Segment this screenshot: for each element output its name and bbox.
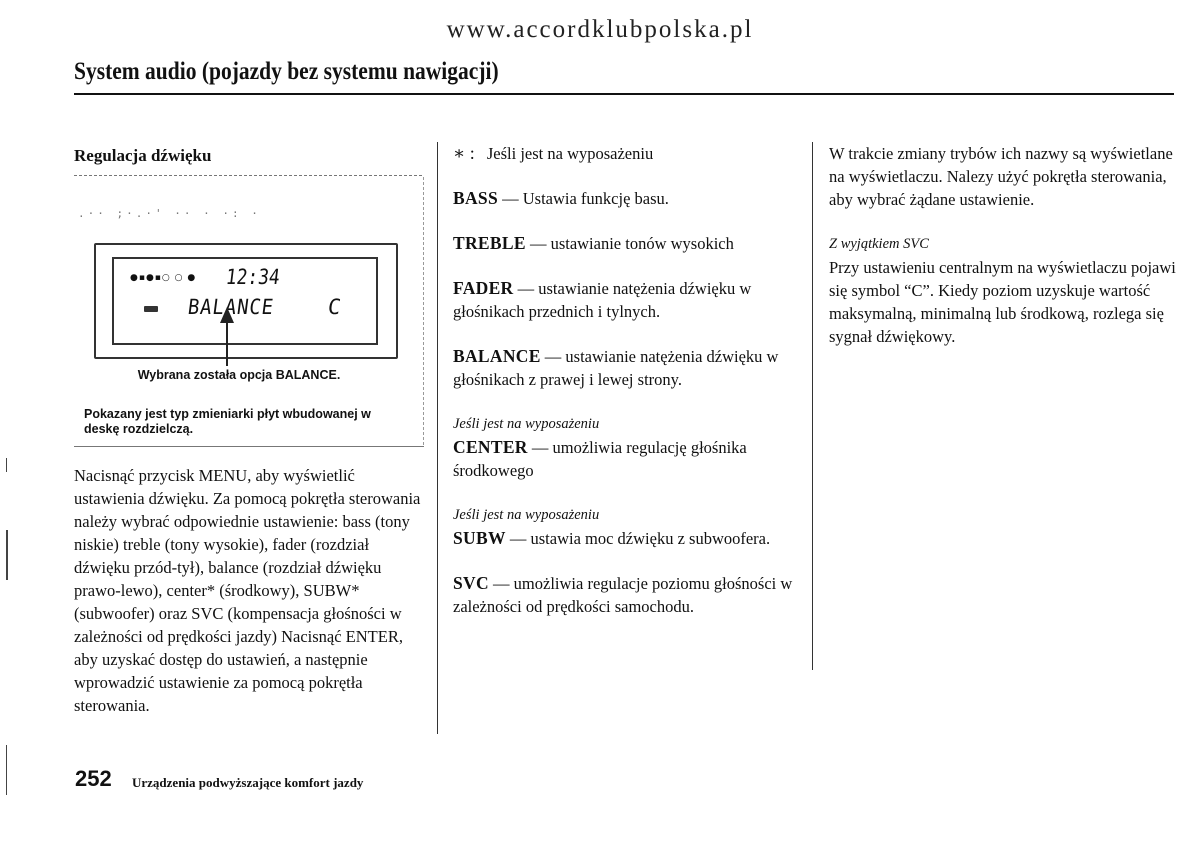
display-mode-text: BALANCE	[186, 295, 276, 319]
right-column	[829, 142, 1179, 348]
figure-note: Pokazany jest typ zmieniarki płyt wbudowanej w deskę rozdzielczą.	[84, 407, 371, 436]
mode-names-paragraph: W trakcie zmiany trybów ich nazwy są wyświetlane na wyświetlaczu. Nalezy użyć pokrętła sterowania, aby wybrać żądane ustawienie.	[829, 144, 1173, 209]
setting-term: BALANCE	[453, 346, 541, 366]
display-clock: 12:34	[224, 265, 282, 289]
setting-description: — ustawianie tonów wysokich	[529, 234, 734, 253]
setting-description: — ustawia moc dźwięku z subwoofera.	[509, 529, 771, 548]
setting-term: TREBLE	[453, 233, 526, 253]
asterisk-icon: ∗ :	[453, 143, 475, 163]
setting-description: — ustawianie natężenia dźwięku w głośnikach przednich i tylnych.	[453, 279, 752, 321]
list-item	[453, 232, 803, 255]
pointer-line	[226, 322, 228, 366]
margin-mark	[6, 745, 7, 795]
column-divider-right	[812, 142, 813, 670]
list-item	[453, 345, 803, 391]
audio-display-screen	[112, 257, 378, 345]
margin-mark	[6, 458, 7, 472]
list-item	[453, 187, 803, 210]
availability-note: Jeśli jest na wyposażeniu	[453, 416, 600, 432]
figure-caption: Wybrana została opcja BALANCE.	[137, 368, 341, 382]
setting-description: — Ustawia funkcję basu.	[502, 189, 669, 208]
title-divider	[74, 93, 1174, 95]
margin-mark	[6, 530, 8, 580]
setting-term: BASS	[453, 188, 498, 208]
instructions-paragraph: Nacisnąć przycisk MENU, aby wyświetlić ustawienia dźwięku. Za pomocą pokrętła sterowania należy wybrać odpowiednie ustawienie: bass (tony niskie) treble (tony wysokie), fader (rozdział dźwięku przód-tył), balance (rozdział dźwięku prawo-lewo), center* (środkowy), SUBW* (subwoofer) oraz SVC (kompensacja głośności w zależności od prędkości jazdy) Nacisnąć ENTER, aby uzyskać dostęp do ustawień, a następnie wprowadzić ustawienie za pomocą pokrętła sterowania.	[74, 466, 421, 715]
settings-list	[453, 142, 803, 640]
list-item	[453, 504, 803, 550]
page-number: 252	[75, 766, 112, 791]
setting-term: FADER	[453, 278, 514, 298]
section-heading: Regulacja dźwięku	[74, 146, 212, 165]
list-item	[453, 277, 803, 323]
audio-display	[94, 243, 398, 359]
column-divider-left	[437, 142, 438, 734]
display-center-indicator: C	[326, 295, 343, 319]
setting-term: CENTER	[453, 437, 528, 457]
display-figure: .·· ;·.·' ·· · ·: · ●▪●▪○ ○ ● 12:34 BALANCE C Wybrana została opcja BALANCE. Pokazany jest typ zmieniarki płyt wbudowanej w deskę rozdzielczą.	[74, 175, 424, 457]
page-title: System audio (pojazdy bez systemu nawigacji)	[74, 58, 499, 85]
setting-description: — ustawianie natężenia dźwięku w głośnikach z prawej i lewej strony.	[453, 347, 779, 389]
star-legend	[453, 142, 803, 165]
exception-note: Z wyjątkiem SVC	[829, 236, 929, 252]
setting-term: SUBW	[453, 528, 506, 548]
list-item	[453, 572, 803, 618]
setting-term: SVC	[453, 573, 489, 593]
footer-section-name: Urządzenia podwyższające komfort jazdy	[132, 775, 364, 790]
pointer-arrow-icon	[220, 307, 234, 323]
list-item	[453, 413, 803, 482]
center-symbol-paragraph: Przy ustawieniu centralnym na wyświetlaczu pojawi się symbol “C”. Kiedy poziom uzyskuje wartość maksymalną, minimalną lub środkową, rozlega się sygnał dźwiękowy.	[829, 258, 1176, 346]
availability-note: Jeśli jest na wyposażeniu	[453, 507, 600, 523]
display-status-icons: ●▪●▪○ ○ ●	[130, 273, 197, 283]
site-url: www.accordklubpolska.pl	[446, 16, 754, 43]
star-legend-text: Jeśli jest na wyposażeniu	[486, 144, 654, 163]
setting-description: — umożliwia regulację głośnika środkowego	[453, 438, 747, 480]
display-mode-icon	[144, 306, 158, 312]
setting-description: — umożliwia regulacje poziomu głośności w zależności od prędkości samochodu.	[453, 574, 793, 616]
